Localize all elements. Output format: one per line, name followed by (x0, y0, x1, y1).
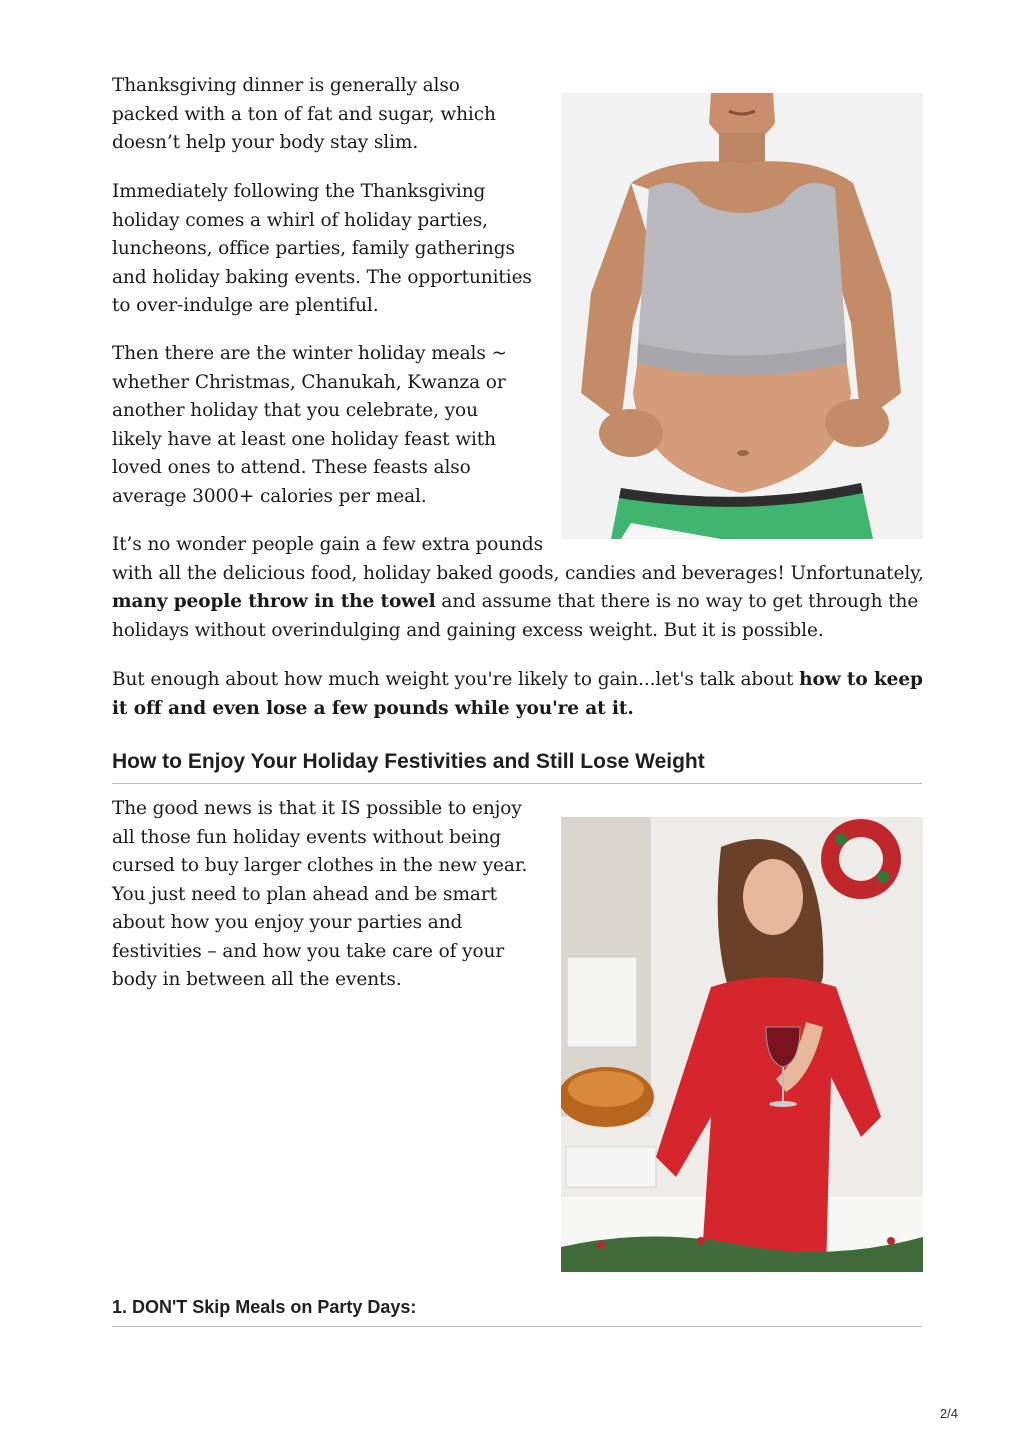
paragraph-weight-gain-rest: and assume that there is no way to get through the holidays without overindulging and gaining excess weight. But it is possible. (112, 591, 919, 641)
bold-throw-in-towel: many people throw in the towel (112, 591, 436, 612)
paragraph-thanksgiving-fat: Thanksgiving dinner is generally also packed with a ton of fat and sugar, which doesn’t help your body stay slim. (112, 75, 496, 153)
step-heading: 1. DON'T Skip Meals on Party Days: (112, 1296, 922, 1327)
page-number: 2/4 (939, 1406, 958, 1421)
paragraph-weight-gain-line1: It’s no wonder people gain a few extra pounds (112, 534, 544, 555)
paragraph-good-news: The good news is that it IS possible to enjoy all those fun holiday events without being cursed to buy larger clothes in the new year. You just need to plan ahead and be smart about how you enjoy your parties and festivities – and how you take care of your body in between all the events. (112, 798, 528, 990)
paragraph-weight-gain (112, 531, 924, 645)
holiday-party-photo (561, 817, 923, 1272)
paragraph-winter-meals: Then there are the winter holiday meals ~ whether Christmas, Chanukah, Kwanza or another holiday that you celebrate, you likely have at least one holiday feast with loved ones to attend. These feasts also average 3000+ calories per meal. (112, 343, 507, 507)
paragraph-keep-it-off (112, 666, 924, 723)
paragraph-holiday-parties: Immediately following the Thanksgiving holiday comes a whirl of holiday parties, luncheons, office parties, family gatherings and holiday baking events. The opportunities to over-indulge are plentiful. (112, 181, 532, 316)
belly-fat-photo (561, 93, 923, 539)
section-heading: How to Enjoy Your Holiday Festivities and Still Lose Weight (112, 749, 922, 784)
paragraph-keep-it-off-text: But enough about how much weight you're likely to gain...let's talk about (112, 669, 800, 690)
paragraph-weight-gain-line2: with all the delicious food, holiday baked goods, candies and beverages! Unfortunately, (112, 562, 924, 584)
bold-keep-it-off: how to keep it off and even lose a few pounds while you're at it. (112, 669, 923, 719)
